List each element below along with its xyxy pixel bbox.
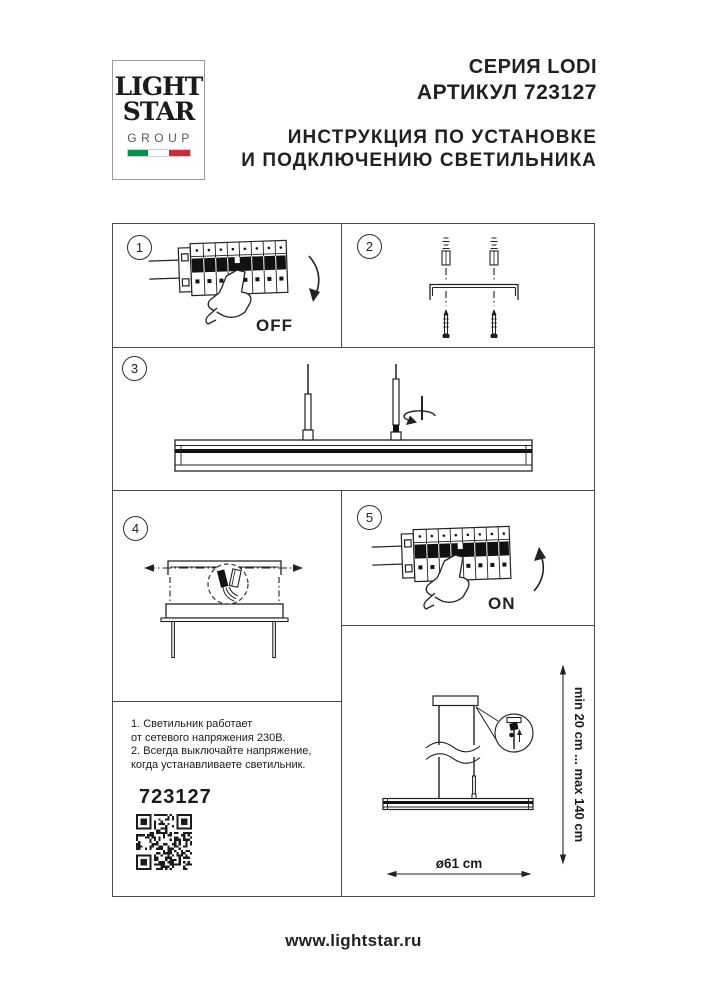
qr-code (136, 814, 192, 870)
step-2-number-badge: 2 (357, 234, 382, 259)
website-url: www.lightstar.ru (285, 931, 422, 950)
flag-green-stripe (128, 150, 149, 156)
instruction-title-line2: И ПОДКЛЮЧЕНИЮ СВЕТИЛЬНИКА (241, 150, 597, 171)
safety-notes (131, 718, 311, 772)
switch-on-label: ON (488, 594, 516, 613)
logo-word-light: LIGHT (114, 72, 203, 101)
step-1-panel (113, 224, 342, 348)
step-4-panel (113, 491, 342, 702)
note-line: от сетевого напряжения 230В. (131, 731, 286, 744)
step-2-panel (342, 224, 594, 348)
flag-red-stripe (169, 150, 190, 156)
dimensions-panel (342, 626, 594, 896)
turn-on-arrow-icon (534, 547, 546, 591)
notes-panel (113, 702, 342, 896)
instruction-title-line1: ИНСТРУКЦИЯ ПО УСТАНОВКЕ (287, 127, 597, 148)
logo-word-group: GROUP (127, 131, 194, 145)
width-label: ø61 cm (435, 856, 483, 871)
wiring-detail-magnifier (208, 564, 248, 604)
logo-word-star: STAR (122, 97, 195, 126)
series-title: СЕРИЯ LODI (468, 56, 597, 78)
rotate-arrow-icon (404, 411, 435, 425)
step-5-number-badge: 5 (357, 505, 382, 530)
instruction-title (241, 126, 597, 172)
note-line: 1. Светильник работает (131, 718, 253, 730)
width-dimension (387, 871, 532, 877)
rod-assembly-diagram (113, 348, 596, 489)
ceiling-mount-diagram (113, 491, 342, 700)
mounting-bracket-drawing (430, 285, 518, 301)
switch-off-label: OFF (256, 316, 293, 335)
lightstar-logo (112, 60, 205, 180)
instruction-grid (112, 223, 595, 897)
suspension-dimensions-diagram (342, 626, 594, 896)
step-5-panel (342, 491, 594, 626)
flag-white-stripe (148, 150, 169, 156)
italian-flag-icon (128, 150, 190, 156)
note-line: когда устанавливаете светильник. (131, 758, 306, 771)
article-title: АРТИКУЛ 723127 (416, 81, 597, 104)
step-3-panel (113, 348, 594, 491)
height-dimension (560, 665, 566, 865)
cable-grip-magnifier (495, 714, 533, 752)
document-titles (241, 56, 597, 172)
turn-off-arrow-icon (309, 256, 320, 302)
step-4-number-badge: 4 (123, 516, 148, 541)
article-number: 723127 (139, 786, 212, 808)
step-1-number-badge: 1 (127, 235, 152, 260)
step-3-number-badge: 3 (122, 356, 147, 381)
height-range-label: min 20 cm ... max 140 cm (572, 686, 587, 843)
note-line: 2. Всегда выключайте напряжение, (131, 745, 312, 757)
